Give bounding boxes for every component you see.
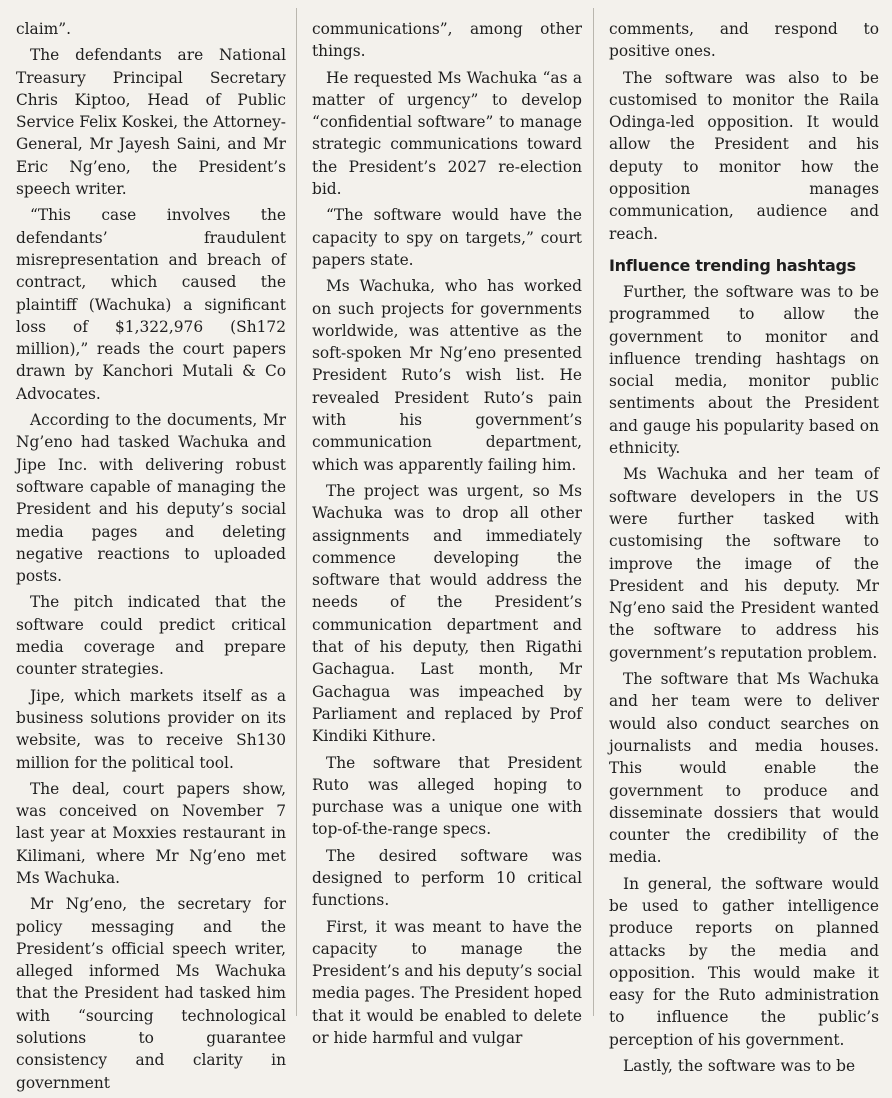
subheading: Influence trending hashtags [609, 255, 856, 275]
article-paragraph: The software was also to be customised to monitor the Raila Odinga-led opposition. It would allow the President and his deputy to monitor how the opposition manages communication, audience and reach. [609, 68, 879, 243]
article-paragraph: Lastly, the software was to be [623, 1057, 856, 1076]
article-column-2 [312, 18, 582, 1053]
article-paragraph: He requested Ms Wachuka “as a matter of urgency” to develop “confidential software” to manage strategic communications toward the President’s 2027 re-election bid. [312, 68, 582, 199]
article-paragraph: The pitch indicated that the software could predict critical media coverage and prepare counter strategies. [16, 593, 286, 679]
article-paragraph: The software that President Ruto was alleged hoping to purchase was a unique one with top-of-the-range specs. [312, 753, 582, 839]
article-paragraph: The deal, court papers show, was conceived on November 7 last year at Moxxies restaurant in Kilimani, where Mr Ng’eno met Ms Wachuka. [16, 779, 286, 887]
article-paragraph: communications”, among other things. [312, 20, 582, 61]
article-paragraph: claim”. [16, 20, 71, 38]
article-paragraph: “This case involves the defendants’ fraudulent misrepresentation and breach of contract, which caused the plaintiff (Wachuka) a significant loss of $1,322,976 (Sh172 million),” reads the court papers drawn by Kanchori Mutali & Co Advocates. [16, 206, 286, 403]
article-paragraph: Jipe, which markets itself as a business solutions provider on its website, was to receive Sh130 million for the political tool. [16, 686, 286, 772]
article-paragraph: “The software would have the capacity to spy on targets,” court papers state. [312, 206, 582, 269]
article-paragraph: The software that Ms Wachuka and her team were to deliver would also conduct searches on journalists and media houses. This would enable the government to produce and disseminate dossiers that would counter the credibility of the media. [609, 670, 879, 867]
article-column-1 [16, 18, 286, 1098]
article-column-3 [609, 18, 879, 1081]
article-paragraph: Mr Ng’eno, the secretary for policy messaging and the President’s official speech writer, alleged informed Ms Wachuka that the President had tasked him with “sourcing technological solutions to guarantee consistency and clarity in government [16, 895, 286, 1092]
article-paragraph: Ms Wachuka and her team of software developers in the US were further tasked with customising the software to improve the image of the President and his deputy. Mr Ng’eno said the President wanted the software to address his government’s reputation problem. [609, 465, 879, 662]
article-paragraph: According to the documents, Mr Ng’eno had tasked Wachuka and Jipe Inc. with delivering robust software capable of managing the President and his deputy’s social media pages and deleting negative reactions to uploaded posts. [16, 411, 286, 586]
article-paragraph: In general, the software would be used to gather intelligence produce reports on planned attacks by the media and opposition. This would make it easy for the Ruto administration to influence the public’s perception of his government. [609, 874, 879, 1049]
article-paragraph: The desired software was designed to perform 10 critical functions. [312, 846, 582, 910]
column-divider [593, 8, 594, 1016]
article-paragraph: The project was urgent, so Ms Wachuka was to drop all other assignments and immediately commence developing the software that would address the needs of the President’s communication department and that of his deputy, then Rigathi Gachagua. Last month, Mr Gachagua was impeached by Parliament and replaced by Prof Kindiki Kithure. [312, 481, 582, 746]
article-paragraph: First, it was meant to have the capacity to manage the President’s and his deputy’s social media pages. The President hoped that it would be enabled to delete or hide harmful and vulgar [312, 917, 582, 1048]
article-paragraph: The defendants are National Treasury Principal Secretary Chris Kiptoo, Head of Public Service Felix Koskei, the Attorney-General, Mr Jayesh Saini, and Mr Eric Ng’eno, the President’s speech writer. [16, 46, 286, 199]
article-paragraph: comments, and respond to positive ones. [609, 20, 879, 61]
article-paragraph: Ms Wachuka, who has worked on such projects for governments worldwide, was attentive as the soft-spoken Mr Ng’eno presented President Ruto’s wish list. He revealed President Ruto’s pain with his government’s communication department, which was apparently failing him. [312, 277, 582, 474]
column-divider [296, 8, 297, 1016]
article-paragraph: Further, the software was to be programmed to allow the government to monitor and influence trending hashtags on social media, monitor public sentiments about the President and gauge his popularity based on ethnicity. [609, 282, 879, 458]
